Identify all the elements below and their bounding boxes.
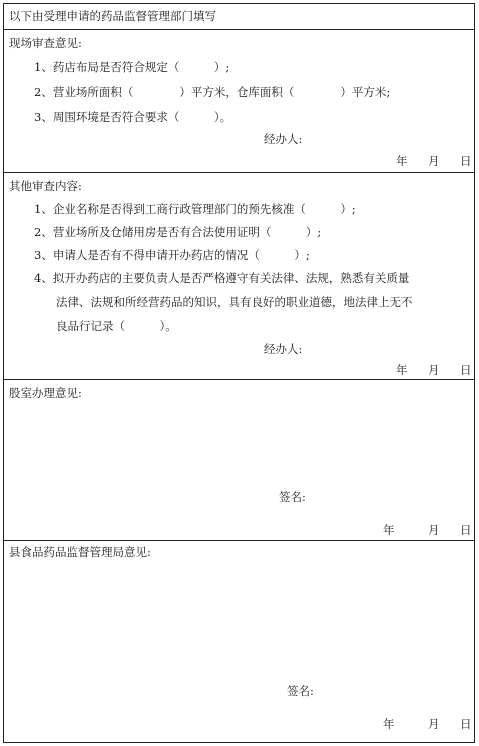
onsite-date-month: 月: [428, 154, 440, 168]
onsite-handler-label: 经办人:: [264, 132, 303, 146]
other-review-title: 其他审查内容:: [9, 179, 82, 193]
review-form: [3, 3, 475, 743]
department-sign-label: 签名:: [279, 490, 306, 504]
department-opinion-section: [4, 380, 474, 541]
onsite-date-day: 日: [460, 154, 472, 168]
onsite-date-year: 年: [396, 154, 408, 168]
other-review-item: 3、申请人是否有不得申请开办药店的情况（ ）;: [34, 248, 310, 262]
department-date-year: 年: [383, 523, 395, 537]
county-date-year: 年: [383, 717, 395, 731]
county-bureau-opinion-section: [4, 541, 474, 742]
department-opinion-title: 股室办理意见:: [9, 386, 82, 400]
other-review-item: 2、营业场所及仓储用房是否有合法使用证明（ ）;: [34, 225, 322, 239]
form-header-note: 以下由受理申请的药品监督管理部门填写: [9, 9, 216, 23]
county-date-month: 月: [428, 717, 440, 731]
other-handler-label: 经办人:: [264, 342, 303, 356]
other-review-item4-line: 良品行记录（ ）。: [56, 319, 177, 333]
onsite-review-item: 1、药店布局是否符合规定（ ）;: [34, 60, 230, 74]
other-date-year: 年: [396, 363, 408, 377]
other-date-month: 月: [428, 363, 440, 377]
other-review-section: [4, 173, 474, 380]
onsite-review-section: [4, 30, 474, 173]
other-review-item: 1、企业名称是否得到工商行政管理部门的预先核准（ ）;: [34, 202, 356, 216]
onsite-review-title: 现场审查意见:: [9, 36, 82, 50]
department-date-day: 日: [460, 523, 472, 537]
county-date-day: 日: [460, 717, 472, 731]
other-review-item4-line: 4、拟开办药店的主要负责人是否严格遵守有关法律、法规，熟悉有关质量: [34, 271, 410, 285]
other-date-day: 日: [460, 363, 472, 377]
department-date-month: 月: [428, 523, 440, 537]
onsite-review-item: 3、周围环境是否符合要求（ ）。: [34, 110, 232, 124]
onsite-review-item: 2、营业场所面积（ ）平方米，仓库面积（ ）平方米;: [34, 85, 391, 99]
other-review-item4-line: 法律、法规和所经营药品的知识，具有良好的职业道德，地法律上无不: [56, 295, 413, 309]
form-header-row: [4, 4, 474, 30]
county-bureau-opinion-title: 县食品药品监督管理局意见:: [9, 545, 151, 559]
county-sign-label: 签名:: [287, 684, 314, 698]
